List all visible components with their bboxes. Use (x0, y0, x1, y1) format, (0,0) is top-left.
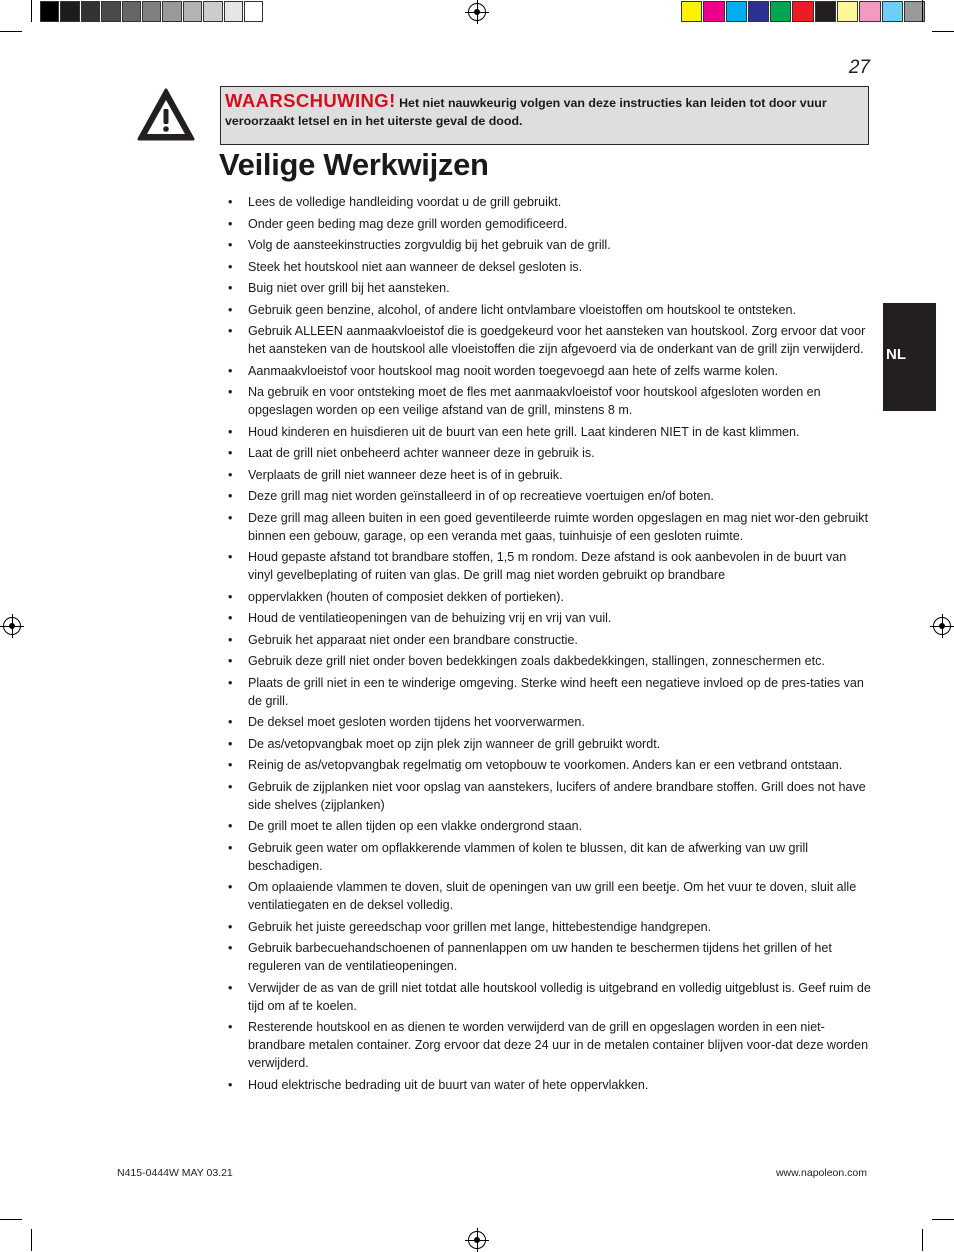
color-swatch (81, 1, 100, 22)
website-link[interactable]: www.napoleon.com (775, 1167, 867, 1179)
language-tab (883, 303, 936, 411)
crop-mark (932, 1219, 954, 1220)
color-swatch (40, 1, 59, 22)
color-swatch (726, 1, 747, 22)
color-swatch (183, 1, 202, 22)
list-item: • Gebruik ALLEEN aanmaakvloeistof die is goedgekeurd voor het aansteken van houtskool. Zorg ervoor dat voor het aansteken van de houtskool alle vloeistoffen die zijn afgevoerd via de onderkant van de grill zijn verwijderd. (222, 322, 872, 358)
color-swatch (101, 1, 120, 22)
list-item: • Gebruik de zijplanken niet voor opslag van aanstekers, lucifers of andere brandbare stoffen. Grill does not have side shelves (zijplanken) (222, 778, 872, 814)
list-item: • Verwijder de as van de grill niet totdat alle houtskool volledig is uitgebrand en volledig uitgeblust is. Geef ruim de tijd om af te koelen. (222, 979, 872, 1015)
registration-mark-icon (468, 1231, 486, 1249)
list-item: • Gebruik deze grill niet onder boven bedekkingen zoals dakbedekkingen, stallingen, zonneschermen etc. (222, 652, 872, 670)
color-swatch (837, 1, 858, 22)
list-item: • Houd de ventilatieopeningen van de behuizing vrij en vrij van vuil. (222, 609, 872, 627)
color-swatch (203, 1, 222, 22)
warning-triangle-icon (137, 88, 195, 142)
color-swatch (162, 1, 181, 22)
color-swatch (244, 1, 263, 22)
crop-mark (0, 31, 22, 32)
crop-mark (922, 1229, 923, 1251)
list-item: • Buig niet over grill bij het aansteken. (222, 279, 872, 297)
list-item: • Gebruik geen benzine, alcohol, of andere licht ontvlambare vloeistoffen om houtskool te ontsteken. (222, 301, 872, 319)
color-swatch (882, 1, 903, 22)
list-item: • oppervlakken (houten of composiet dekken of portieken). (222, 588, 872, 606)
list-item: • Plaats de grill niet in een te winderige omgeving. Sterke wind heeft een negatieve invloed op de pres-taties van de grill. (222, 674, 872, 710)
color-swatch (60, 1, 79, 22)
crop-mark (0, 1219, 22, 1220)
registration-mark-icon (933, 617, 951, 635)
list-item: • Gebruik het juiste gereedschap voor grillen met lange, hittebestendige handgrepen. (222, 918, 872, 936)
list-item: • De deksel moet gesloten worden tijdens het voorverwarmen. (222, 713, 872, 731)
list-item: • Gebruik barbecuehandschoenen of pannenlappen om uw handen te beschermen tijdens het grillen of het reguleren van de ventilatieopeningen. (222, 939, 872, 975)
color-swatch (122, 1, 141, 22)
list-item: • Houd kinderen en huisdieren uit de buurt van een hete grill. Laat kinderen NIET in de kast klimmen. (222, 423, 872, 441)
page-title: Veilige Werkwijzen (219, 147, 489, 182)
color-swatch (770, 1, 791, 22)
color-swatch (142, 1, 161, 22)
crop-mark (31, 0, 32, 22)
list-item: • De as/vetopvangbak moet op zijn plek zijn wanneer de grill gebruikt wordt. (222, 735, 872, 753)
color-swatch (681, 1, 702, 22)
list-item: • Houd elektrische bedrading uit de buurt van water of hete oppervlakken. (222, 1076, 872, 1094)
list-item: • Steek het houtskool niet aan wanneer de deksel gesloten is. (222, 258, 872, 276)
process-color-bar (681, 1, 926, 22)
list-item: • Onder geen beding mag deze grill worden gemodificeerd. (222, 215, 872, 233)
color-swatch (748, 1, 769, 22)
color-swatch (792, 1, 813, 22)
warning-box (220, 86, 869, 145)
list-item: • Reinig de as/vetopvangbak regelmatig om vetopbouw te voorkomen. Anders kan er een vetbrand ontstaan. (222, 756, 872, 774)
list-item: • Lees de volledige handleiding voordat u de grill gebruikt. (222, 193, 872, 211)
list-item: • Aanmaakvloeistof voor houtskool mag nooit worden toegevoegd aan hete of zelfs warme kolen. (222, 362, 872, 380)
list-item: • Verplaats de grill niet wanneer deze heet is of in gebruik. (222, 466, 872, 484)
color-swatch (703, 1, 724, 22)
list-item: • Houd gepaste afstand tot brandbare stoffen, 1,5 m rondom. Deze afstand is ook aanbevolen in de buurt van vinyl gevelbeplating of ruiten van glas. De grill mag niet worden gebruikt op brandbare (222, 548, 872, 584)
list-item: • Om oplaaiende vlammen te doven, sluit de openingen van uw grill een beetje. Om het vuur te doven, sluit alle ventilatiegaten en de deksel volledig. (222, 878, 872, 914)
warning-text: Het niet nauwkeurig volgen van deze instructies kan leiden tot door vuur veroorzaakt letsel en in het uiterste geval de dood. (225, 96, 827, 128)
language-tab-label: NL (886, 346, 906, 363)
list-item: • De grill moet te allen tijden op een vlakke ondergrond staan. (222, 817, 872, 835)
crop-mark (932, 31, 954, 32)
crop-mark (31, 1229, 32, 1251)
list-item: • Gebruik geen water om opflakkerende vlammen of kolen te blussen, dit kan de afwerking van uw grill beschadigen. (222, 839, 872, 875)
color-swatch (859, 1, 880, 22)
registration-mark-icon (3, 617, 21, 635)
list-item: • Gebruik het apparaat niet onder een brandbare constructie. (222, 631, 872, 649)
grayscale-color-bar (40, 1, 264, 22)
list-item: • Laat de grill niet onbeheerd achter wanneer deze in gebruik is. (222, 444, 872, 462)
safety-rules-list (222, 193, 872, 1097)
registration-mark-icon (468, 3, 486, 21)
list-item: • Deze grill mag niet worden geïnstalleerd in of op recreatieve voertuigen en/of boten. (222, 487, 872, 505)
crop-mark (922, 0, 923, 22)
list-item: • Volg de aansteekinstructies zorgvuldig bij het gebruik van de grill. (222, 236, 872, 254)
list-item: • Deze grill mag alleen buiten in een goed geventileerde ruimte worden opgeslagen en mag niet wor-den gebruikt binnen een gebouw, garage, op een veranda met gaas, tuinhuisje of een gesloten ruimte. (222, 509, 872, 545)
color-swatch (224, 1, 243, 22)
warning-label: WAARSCHUWING! (225, 90, 396, 111)
list-item: • Na gebruik en voor ontsteking moet de fles met aanmaakvloeistof voor houtskool afgesloten worden en opgeslagen worden op een veilige afstand van de grill, minstens 8 m. (222, 383, 872, 419)
list-item: • Resterende houtskool en as dienen te worden verwijderd van de grill en opgeslagen worden in een niet-brandbare metalen container. Zorg ervoor dat deze 24 uur in de metalen container blijven voor-dat deze worden verwijderd. (222, 1018, 872, 1072)
page-number: 27 (848, 57, 870, 78)
document-code: N415-0444W MAY 03.21 (117, 1167, 233, 1179)
color-swatch (815, 1, 836, 22)
